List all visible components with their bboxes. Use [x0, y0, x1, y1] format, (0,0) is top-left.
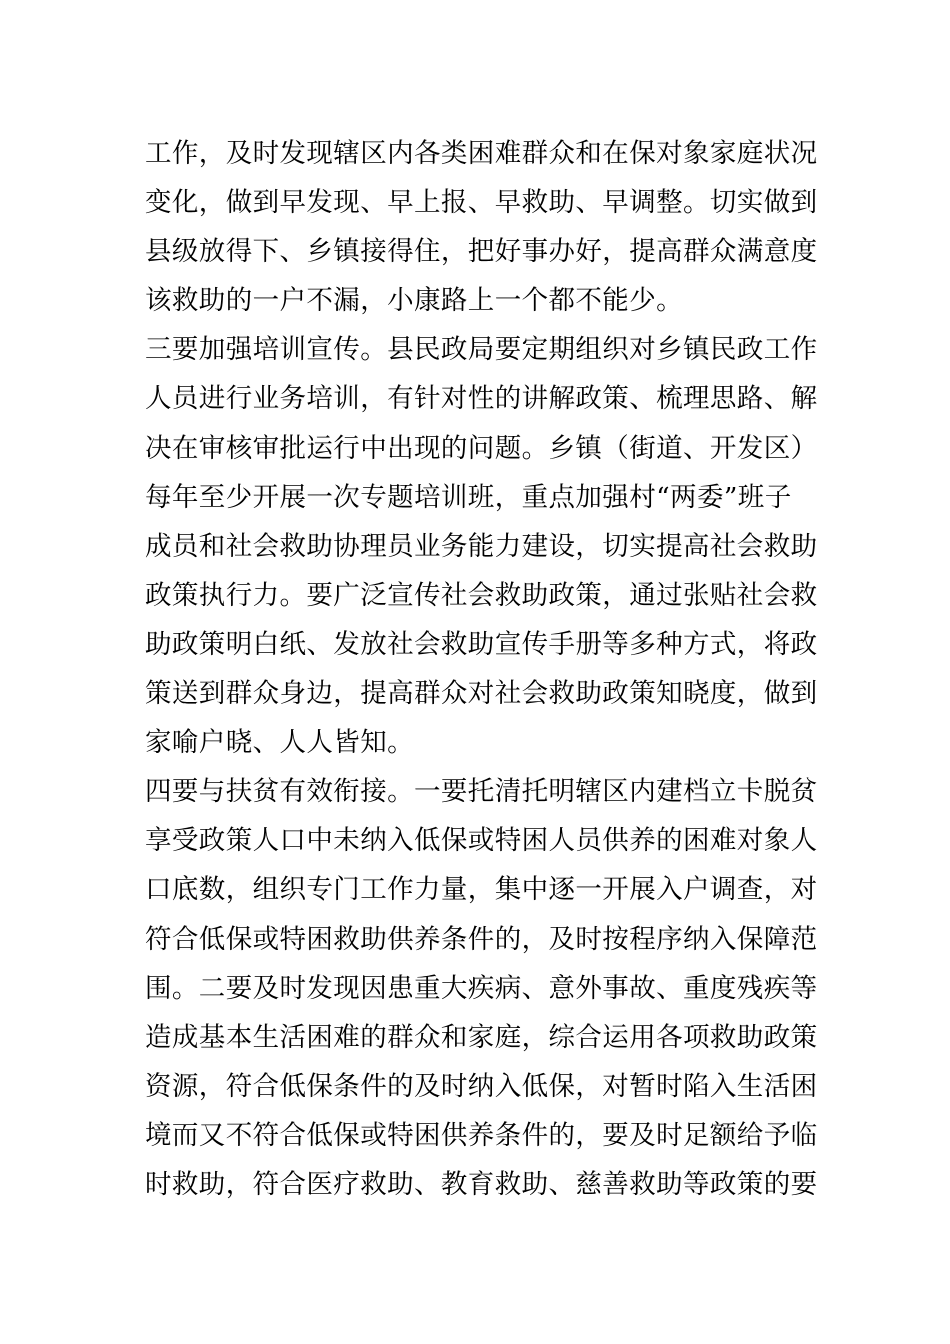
- text-line: 资源，符合低保条件的及时纳入低保，对暂时陷入生活困: [145, 1070, 818, 1102]
- text-line: 围。二要及时发现因患重大疾病、意外事故、重度残疾等: [145, 972, 818, 1004]
- text-line: 决在审核审批运行中出现的问题。乡镇（街道、开发区）: [145, 432, 818, 464]
- text-line: 该救助的一户不漏，小康路上一个都不能少。: [145, 285, 683, 317]
- text-line: 四要与扶贫有效衔接。一要托清托明辖区内建档立卡脱贫: [145, 776, 818, 808]
- text-line: 家喻户晓、人人皆知。: [145, 727, 414, 759]
- text-line: 每年至少开展一次专题培训班，重点加强村“两委”班子: [145, 481, 792, 513]
- text-line: 县级放得下、乡镇接得住，把好事办好，提高群众满意度: [145, 236, 818, 268]
- text-line: 工作，及时发现辖区内各类困难群众和在保对象家庭状况: [145, 138, 818, 169]
- text-line: 政策执行力。要广泛宣传社会救助政策，通过张贴社会救: [145, 579, 818, 611]
- text-line: 符合低保或特困救助供养条件的，及时按程序纳入保障范: [145, 923, 818, 955]
- text-line: 时救助，符合医疗救助、教育救助、慈善救助等政策的要: [145, 1168, 818, 1200]
- text-line: 三要加强培训宣传。县民政局要定期组织对乡镇民政工作: [145, 334, 818, 366]
- text-line: 策送到群众身边，提高群众对社会救助政策知晓度，做到: [145, 678, 818, 710]
- document-body: [145, 129, 818, 1209]
- text-line: 变化，做到早发现、早上报、早救助、早调整。切实做到: [145, 187, 818, 219]
- text-line: 享受政策人口中未纳入低保或特困人员供养的困难对象人: [145, 825, 818, 857]
- text-line: 造成基本生活困难的群众和家庭，综合运用各项救助政策: [145, 1021, 818, 1053]
- text-line: 境而又不符合低保或特困供养条件的，要及时足额给予临: [145, 1119, 818, 1151]
- text-line: 助政策明白纸、发放社会救助宣传手册等多种方式，将政: [145, 628, 818, 660]
- text-line: 人员进行业务培训，有针对性的讲解政策、梳理思路、解: [145, 383, 818, 415]
- text-line: 口底数，组织专门工作力量，集中逐一开展入户调查，对: [145, 874, 818, 906]
- text-line: 成员和社会救助协理员业务能力建设，切实提高社会救助: [145, 530, 818, 562]
